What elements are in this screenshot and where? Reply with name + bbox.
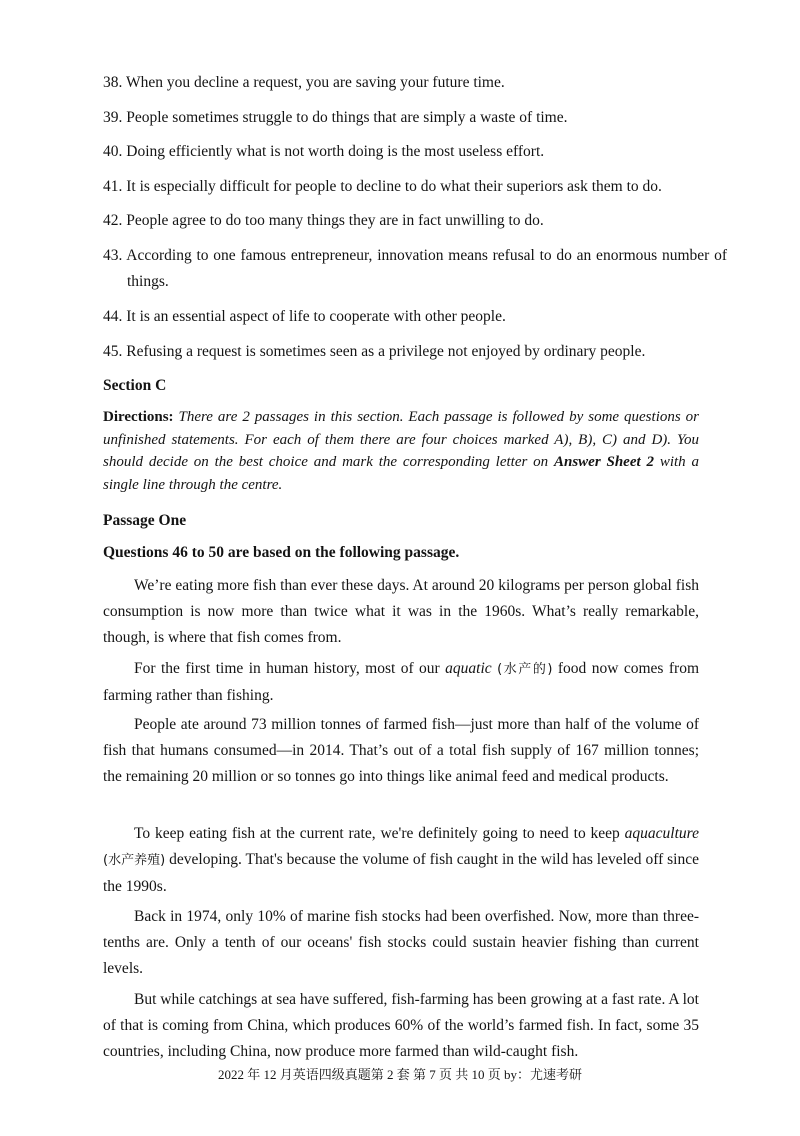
statement-45 xyxy=(103,339,703,365)
passage-paragraph-2 xyxy=(103,656,699,709)
vocab-gloss: (水产的) xyxy=(497,662,553,677)
statement-text: Refusing a request is sometimes seen as a privilege not enjoyed by ordinary people. xyxy=(126,343,646,360)
paragraph-text: food now comes from farming rather than fishing. xyxy=(103,660,700,704)
statement-43 xyxy=(103,243,727,295)
statement-number: 39. xyxy=(103,109,123,126)
statement-number: 42. xyxy=(103,212,123,229)
vocab-term: aquaculture xyxy=(624,825,700,842)
statement-number: 38. xyxy=(103,74,123,91)
statement-text: Doing efficiently what is not worth doing is the most useless effort. xyxy=(126,143,545,160)
statement-text: People agree to do too many things they are in fact unwilling to do. xyxy=(126,212,544,229)
statement-text: It is especially difficult for people to decline to do what their superiors ask them to do. xyxy=(126,178,662,195)
statement-40 xyxy=(103,139,703,165)
statement-text: It is an essential aspect of life to cooperate with other people. xyxy=(126,308,506,325)
statement-number: 41. xyxy=(103,178,123,195)
directions-text: There are 2 passages in this section. Each passage is followed by some questions or unfinished statements. For each of them there are four choices marked A), B), C) and D). You should decide on the best choice and mark the corresponding letter on xyxy=(103,409,700,470)
statement-44 xyxy=(103,304,703,330)
directions-label: Directions: xyxy=(103,409,174,425)
section-title: Section C xyxy=(103,377,167,394)
passage-paragraph-4 xyxy=(103,821,699,900)
vocab-term: aquatic xyxy=(445,660,492,677)
statement-39 xyxy=(103,105,703,131)
passage-paragraph-1: We’re eating more fish than ever these days. At around 20 kilograms per person global fish consumption is now more than twice what it was in the 1960s. What’s really remarkable, though, is where that fish comes from. xyxy=(103,577,699,646)
statement-number: 44. xyxy=(103,308,123,325)
directions-text-end: with a single line through the centre. xyxy=(103,454,700,493)
statement-number: 40. xyxy=(103,143,123,160)
paragraph-text: For the first time in human history, most of our xyxy=(134,660,440,677)
statement-41 xyxy=(103,174,703,200)
statement-text: According to one famous entrepreneur, innovation means refusal to do an enormous number of things. xyxy=(126,247,727,290)
statement-number: 43. xyxy=(103,247,123,264)
questions-heading: Questions 46 to 50 are based on the following passage. xyxy=(103,544,460,561)
answer-sheet-label: Answer Sheet 2 xyxy=(553,454,654,470)
passage-paragraph-5: Back in 1974, only 10% of marine fish stocks had been overfished. Now, more than three-tenths are. Only a tenth of our oceans' fish stocks could sustain heavier fishing than current levels. xyxy=(103,908,699,977)
statement-38 xyxy=(103,70,703,96)
passage-paragraph-6: But while catchings at sea have suffered, fish-farming has been growing at a fast rate. A lot of that is coming from China, which produces 60% of the world’s farmed fish. In fact, some 35 countries, including China, now produce more farmed than wild-caught fish. xyxy=(103,991,699,1060)
passage-title: Passage One xyxy=(103,512,187,529)
paragraph-text: developing. That's because the volume of fish caught in the wild has leveled off since the 1990s. xyxy=(103,851,699,895)
statement-42 xyxy=(103,208,703,234)
paragraph-text: To keep eating fish at the current rate, we're definitely going to need to keep xyxy=(134,825,620,842)
passage-paragraph-3: People ate around 73 million tonnes of farmed fish—just more than half of the volume of fish that humans consumed—in 2014. That’s out of a total fish supply of 167 million tonnes; the remaining 20 million or so tonnes go into things like animal feed and medical products. xyxy=(103,716,699,785)
statement-number: 45. xyxy=(103,343,123,360)
statement-text: People sometimes struggle to do things that are simply a waste of time. xyxy=(126,109,568,126)
vocab-gloss: (水产养殖) xyxy=(103,853,166,868)
page-footer: 2022 年 12 月英语四级真题第 2 套 第 7 页 共 10 页 by：尤速考研 xyxy=(217,1067,582,1082)
statement-text: When you decline a request, you are saving your future time. xyxy=(125,74,505,91)
section-directions xyxy=(103,406,699,496)
